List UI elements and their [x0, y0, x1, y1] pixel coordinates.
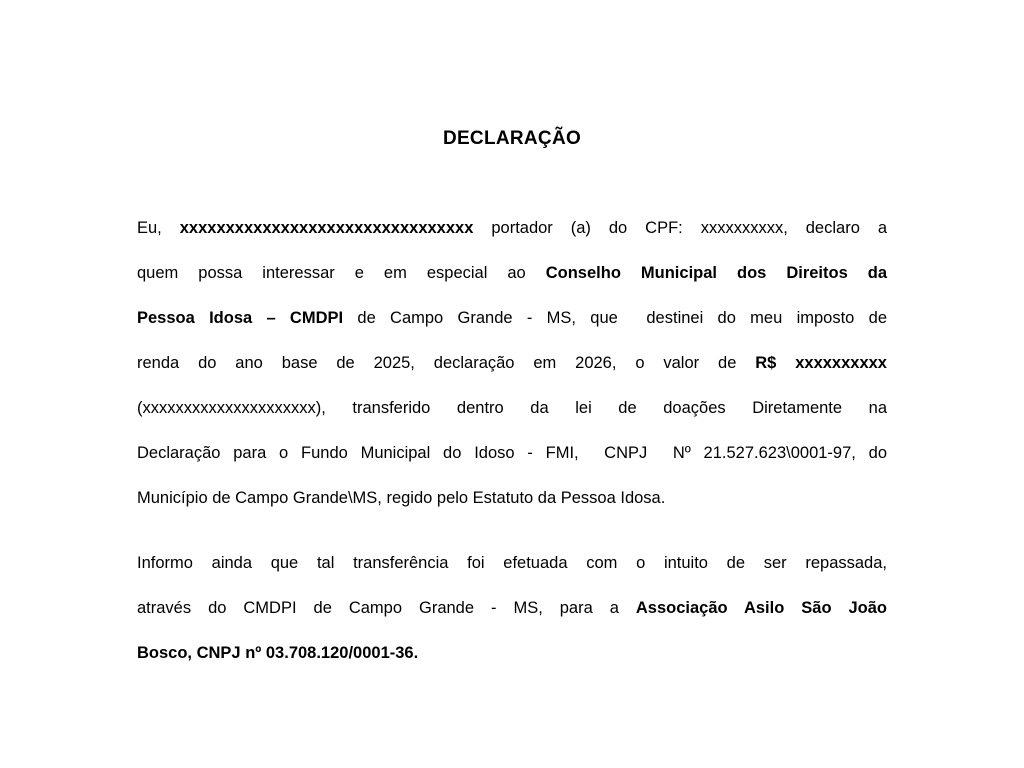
text-run: quem possa interessar e em especial ao	[137, 264, 546, 282]
text-run: Conselho Municipal dos Direitos da	[545, 264, 888, 282]
paragraph-transfer-info	[137, 541, 887, 676]
text-line	[137, 431, 887, 476]
text-run: Pessoa Idosa – CMDPI	[137, 309, 344, 327]
text-line	[137, 296, 887, 341]
text-run: Associação Asilo São João	[635, 599, 888, 617]
text-run: de Campo Grande - MS, que destinei do meu imposto de	[343, 309, 887, 327]
document-title: DECLARAÇÃO	[442, 128, 582, 149]
text-run: portador (a) do CPF: xxxxxxxxxx, declaro a	[473, 219, 888, 237]
text-line	[137, 586, 887, 631]
document-body	[0, 206, 1024, 676]
text-line	[137, 631, 887, 676]
text-run: Município de Campo Grande\MS, regido pelo Estatuto da Pessoa Idosa.	[137, 489, 666, 507]
text-run: renda do ano base de 2025, declaração em 2026, o valor de	[137, 354, 756, 372]
text-run: Declaração para o Fundo Municipal do Idoso - FMI, CNPJ Nº 21.527.623\0001-97, do	[137, 444, 887, 462]
text-run: Eu,	[137, 219, 180, 237]
text-run: xxxxxxxxxxxxxxxxxxxxxxxxxxxxxxxx	[179, 219, 474, 237]
text-run: Informo ainda que tal transferência foi efetuada com o intuito de ser repassada,	[137, 554, 887, 572]
text-run: através do CMDPI de Campo Grande - MS, para a	[137, 599, 636, 617]
paragraph-declaration	[137, 206, 887, 521]
text-line	[137, 476, 887, 521]
text-line	[137, 341, 887, 386]
text-run: Bosco, CNPJ nº 03.708.120/0001-36.	[137, 644, 419, 662]
text-line	[137, 386, 887, 431]
text-run: (xxxxxxxxxxxxxxxxxxxxx), transferido dentro da lei de doações Diretamente na	[137, 399, 887, 417]
text-run: R$ xxxxxxxxxx	[755, 354, 887, 372]
text-line	[137, 541, 887, 586]
text-line	[137, 251, 887, 296]
text-line	[137, 206, 887, 251]
